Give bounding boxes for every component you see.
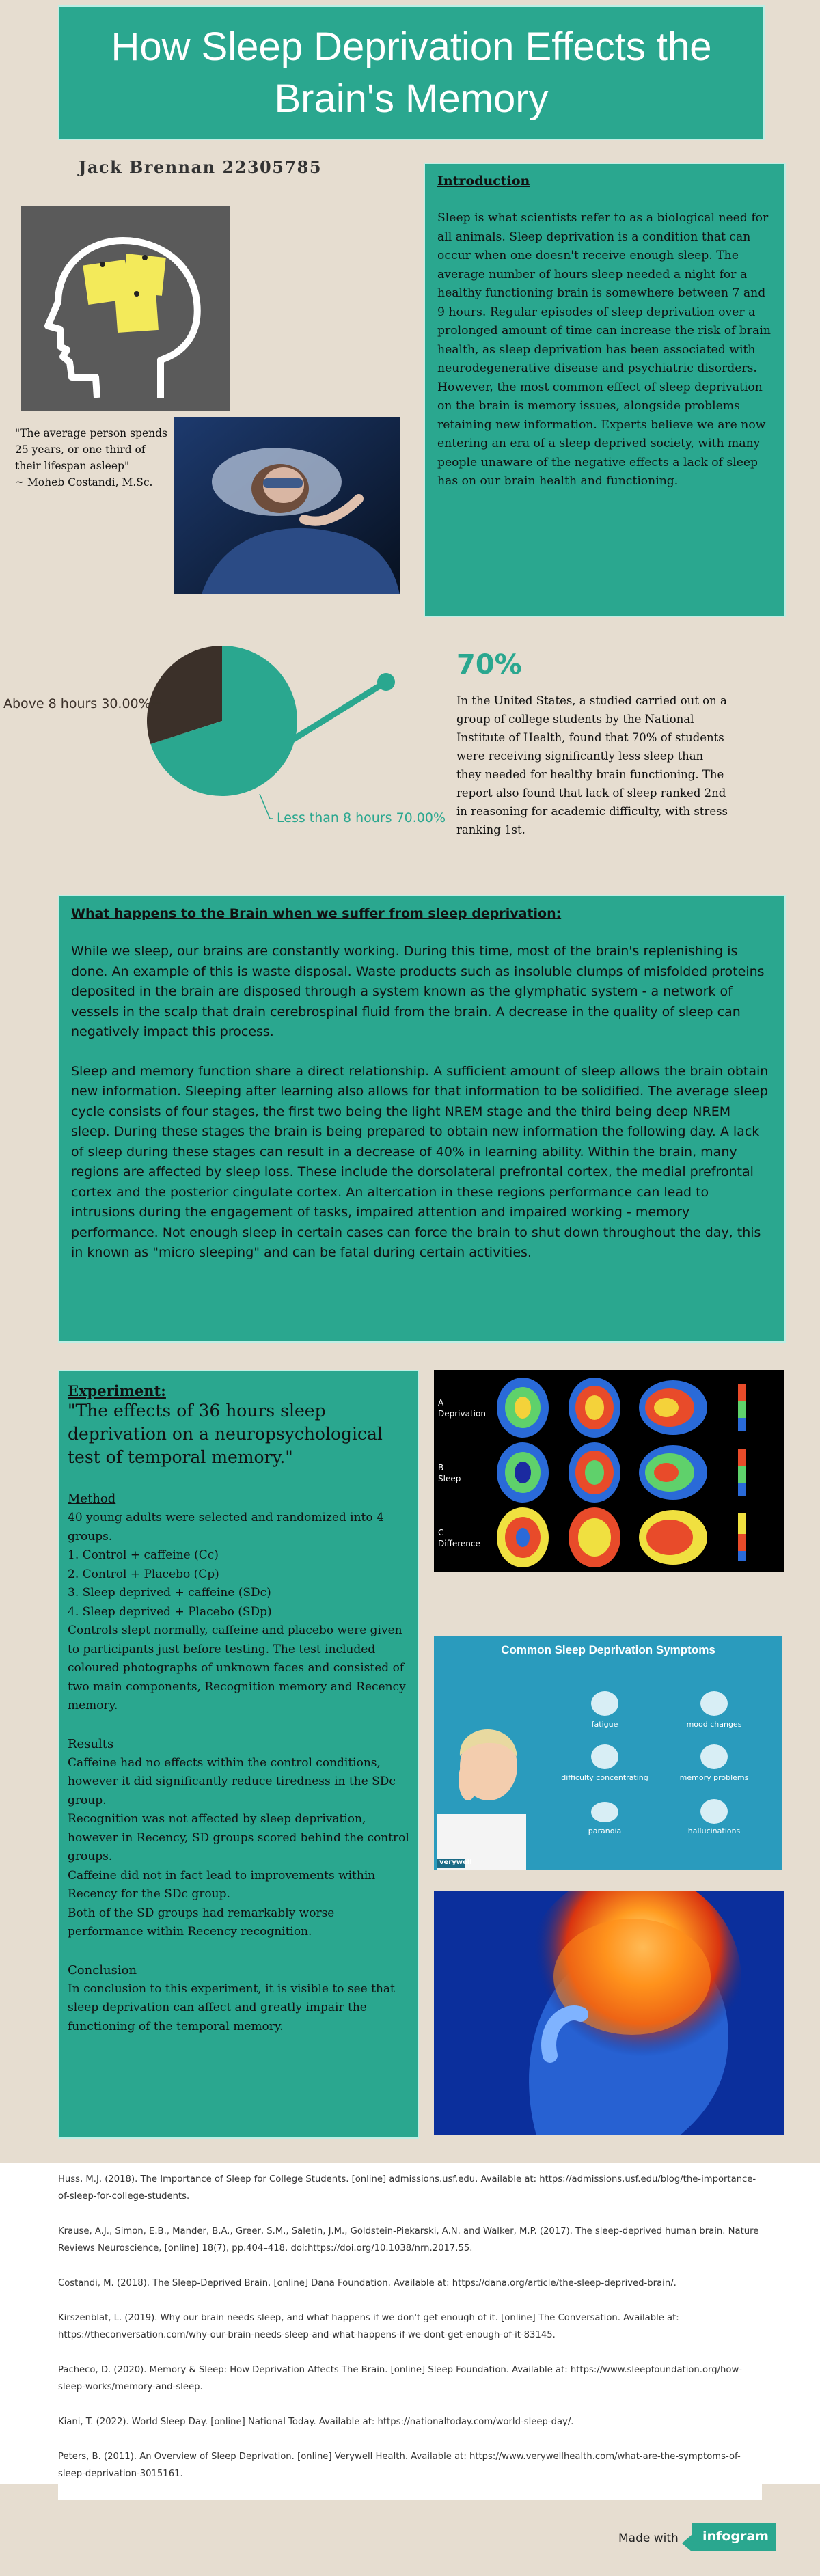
reference-item: Peters, B. (2011). An Overview of Sleep Deprivation. [online] Verywell Health. Available at: https://www.verywellhealth.com/what-are-the-symptoms-of-sleep-deprivation-3015161. [58, 2452, 741, 2479]
sleeping-woman-photo [174, 417, 400, 594]
introduction-heading: Introduction [437, 174, 530, 189]
results-line: Both of the SD groups had remarkably worse performance within Recency recognition. [68, 1906, 335, 1938]
method-line: 40 young adults were selected and randomized into 4 groups. [68, 1511, 384, 1544]
brain-scan-row-deprivation [497, 1378, 746, 1438]
page-title: How Sleep Deprivation Effects the Brain's Memory [111, 24, 712, 121]
symptoms-infographic [434, 1636, 782, 1870]
symptom-label: fatigue [591, 1720, 618, 1729]
results-line: Caffeine had no effects within the control conditions, however it did significantly reduce tiredness in the SDc group. [68, 1755, 396, 1807]
method-line: Controls slept normally, caffeine and placebo were given to participants just before testing. The test included coloured photographs of unknown faces and consisted of two main components, Recognition memory and Recency memory. [68, 1623, 406, 1712]
conclusion-heading: Conclusion [68, 1962, 137, 1977]
mood-changes-icon [700, 1691, 728, 1716]
made-with-label: Made with [618, 2532, 679, 2545]
reference-item: Krause, A.J., Simon, E.B., Mander, B.A., Greer, S.M., Saletin, J.M., Goldstein-Piekarski, A.N. and Walker, M.P. (2017). The sleep-deprived human brain. Nature Reviews Neuroscience, [online] 18(7), pp.404–418. doi:https://doi.org/10.1038/nrn.2017.55. [58, 2226, 759, 2253]
reference-item: Pacheco, D. (2020). Memory & Sleep: How Deprivation Affects The Brain. [online] Sleep Foundation. Available at: https://www.sleepfoundation.org/how-sleep-works/memory-and-sleep. [58, 2365, 743, 2392]
symptom-label: difficulty concentrating [561, 1773, 648, 1782]
stat-body: In the United States, a studied carried out on a group of college students by the National Institute of Health, found that 70% of students were receiving significantly less sleep than they needed for healthy brain functioning. The report also found that lack of sleep ranked 2nd in reasoning for academic difficulty, with stress ranking 1st. [456, 694, 728, 836]
verywell-logo: verywell [439, 1859, 472, 1866]
paranoia-icon [591, 1802, 618, 1822]
brain-scan-row-sleep [497, 1442, 746, 1503]
symptom-label: hallucinations [687, 1826, 741, 1835]
references-section [0, 2163, 820, 2484]
brain-effects-paragraph-1: While we sleep, our brains are constantly working. During this time, most of the brain's replenishing is done. An example of this is waste disposal. Waste products such as insoluble clumps of misfolded proteins deposited in the brain are disposed through a system known as the glymphatic system - a network of vessels in the scalp that drain cerebrospinal fluid from the brain. A decrease in the quality of sleep can negatively impact this process. [71, 944, 765, 1039]
reference-item: Kiani, T. (2022). World Sleep Day. [online] National Today. Available at: https://nationaltoday.com/world-sleep-day/. [58, 2417, 574, 2427]
symptom-label: mood changes [686, 1720, 742, 1729]
memory-problems-icon [700, 1744, 728, 1769]
scan-label-b-text: Sleep [438, 1474, 461, 1483]
reference-item: Huss, M.J. (2018). The Importance of Sleep for College Students. [online] admissions.usf.edu. Available at: https://admissions.usf.edu/blog/the-importance-of-sleep-for-college-students. [58, 2174, 756, 2202]
symptom-label: paranoia [588, 1826, 622, 1835]
scan-label-c-text: Difference [438, 1539, 480, 1548]
brain-effects-paragraph-2: Sleep and memory function share a direct relationship. A sufficient amount of sleep allows the brain obtain new information. Sleeping after learning also allows for that information to be solidified. The average sleep cycle consists of four stages, the first two being the light NREM stage and the third being deep NREM sleep. During these stages the brain is being prepared to obtain new information the following day. A lack of sleep during these stages can result in a decrease of 40% in learning ability. Within the brain, many regions are affected by sleep loss. These include the dorsolateral prefrontal cortex, the medial prefrontal cortex and the posterior cingulate cortex. An altercation in these regions performance can lead to intrusions during the engagement of tasks, impaired attention and impaired working - memory performance. Not enough sleep in certain cases can force the brain to shut down throughout the day, this in known as "micro sleeping" and can be fatal during certain activities. [71, 1063, 769, 1260]
fatigue-icon [591, 1691, 618, 1716]
scan-label-b: B [438, 1463, 444, 1472]
method-heading: Method [68, 1492, 116, 1506]
experiment-subtitle: "The effects of 36 hours sleep deprivation on a neuropsychological test of temporal memory." [68, 1401, 383, 1467]
introduction-body: Sleep is what scientists refer to as a biological need for all animals. Sleep deprivation is a condition that can occur when one doesn't receive enough sleep. The average number of hours sleep needed a night for a healthy functioning brain is somewhere between 7 and 9 hours. Regular episodes of sleep deprivation over a prolonged amount of time can increase the risk of brain health, as sleep deprivation has been associated with neurodegenerative disease and psychiatric disorders. However, the most common effect of sleep deprivation on the brain is memory issues, alongside problems retaining new information. Experts believe we are now entering an era of a sleep deprived society, with many people unaware of the negative effects a lack of sleep has on our brain health and functioning. [437, 211, 771, 488]
quote-attribution: ~ Moheb Costandi, M.Sc. [15, 476, 153, 489]
experiment-heading: Experiment: [68, 1382, 166, 1399]
results-heading: Results [68, 1736, 114, 1751]
hallucinations-icon [700, 1799, 728, 1824]
introduction-box [424, 163, 786, 617]
reference-item: Kirszenblat, L. (2019). Why our brain needs sleep, and what happens if we don't get enough of it. [online] The Conversation. Available at: https://theconversation.com/why-our-brain-needs-sleep-and-what-happens-if-we-dont-get-enough-of-it-83145. [58, 2313, 679, 2340]
pie-label-line [260, 794, 273, 819]
pie-label-less-than-8-hours: Less than 8 hours 70.00% [277, 810, 446, 825]
brain-scan-row-difference [497, 1507, 746, 1567]
method-line: 1. Control + caffeine (Cc) [68, 1548, 219, 1562]
person-icon [437, 1729, 526, 1870]
method-line: 3. Sleep deprived + caffeine (SDc) [68, 1586, 271, 1600]
stat-value: 70% [456, 649, 522, 681]
pie-leader-line [291, 682, 386, 741]
results-line: Recognition was not affected by sleep deprivation, however in Recency, SD groups scored behind the control groups. [68, 1812, 409, 1863]
headache-brain-image [434, 1891, 784, 2135]
symptom-label: memory problems [679, 1773, 749, 1782]
reference-item: Costandi, M. (2018). The Sleep-Deprived Brain. [online] Dana Foundation. Available at: https://dana.org/article/the-sleep-deprived-brain/. [58, 2278, 676, 2288]
scan-label-c: C [438, 1528, 444, 1537]
scan-label-a-text: Deprivation [438, 1409, 486, 1419]
quote-text: "The average person spends 25 years, or one third of their lifespan asleep" [15, 427, 168, 472]
experiment-box [58, 1370, 419, 2139]
conclusion-text: In conclusion to this experiment, it is visible to see that sleep deprivation can affect and greatly impair the functioning of the temporal memory. [68, 1982, 395, 2033]
scan-label-a: A [438, 1398, 444, 1408]
infogram-logo[interactable] [682, 2520, 779, 2554]
infogram-logo-text: infogram [702, 2529, 769, 2544]
symptoms-title: Common Sleep Deprivation Symptoms [501, 1643, 715, 1656]
method-line: 2. Control + Placebo (Cp) [68, 1567, 219, 1581]
pie-leader-dot [377, 673, 395, 691]
brain-scan-image [434, 1370, 784, 1572]
method-line: 4. Sleep deprived + Placebo (SDp) [68, 1604, 272, 1619]
sleep-hours-pie-chart [0, 642, 451, 868]
results-line: Caffeine did not in fact lead to improvements within Recency for the SDc group. [68, 1868, 376, 1901]
difficulty-concentrating-icon [591, 1744, 618, 1769]
pie-label-above-8-hours: Above 8 hours 30.00% [3, 696, 151, 711]
title-banner [58, 5, 765, 140]
author-name: Jack Brennan 22305785 [79, 157, 323, 177]
brain-effects-heading: What happens to the Brain when we suffer from sleep deprivation: [71, 906, 562, 921]
quote [15, 425, 169, 491]
brain-effects-box [58, 895, 786, 1343]
head-sticky-notes-illustration [20, 206, 230, 411]
